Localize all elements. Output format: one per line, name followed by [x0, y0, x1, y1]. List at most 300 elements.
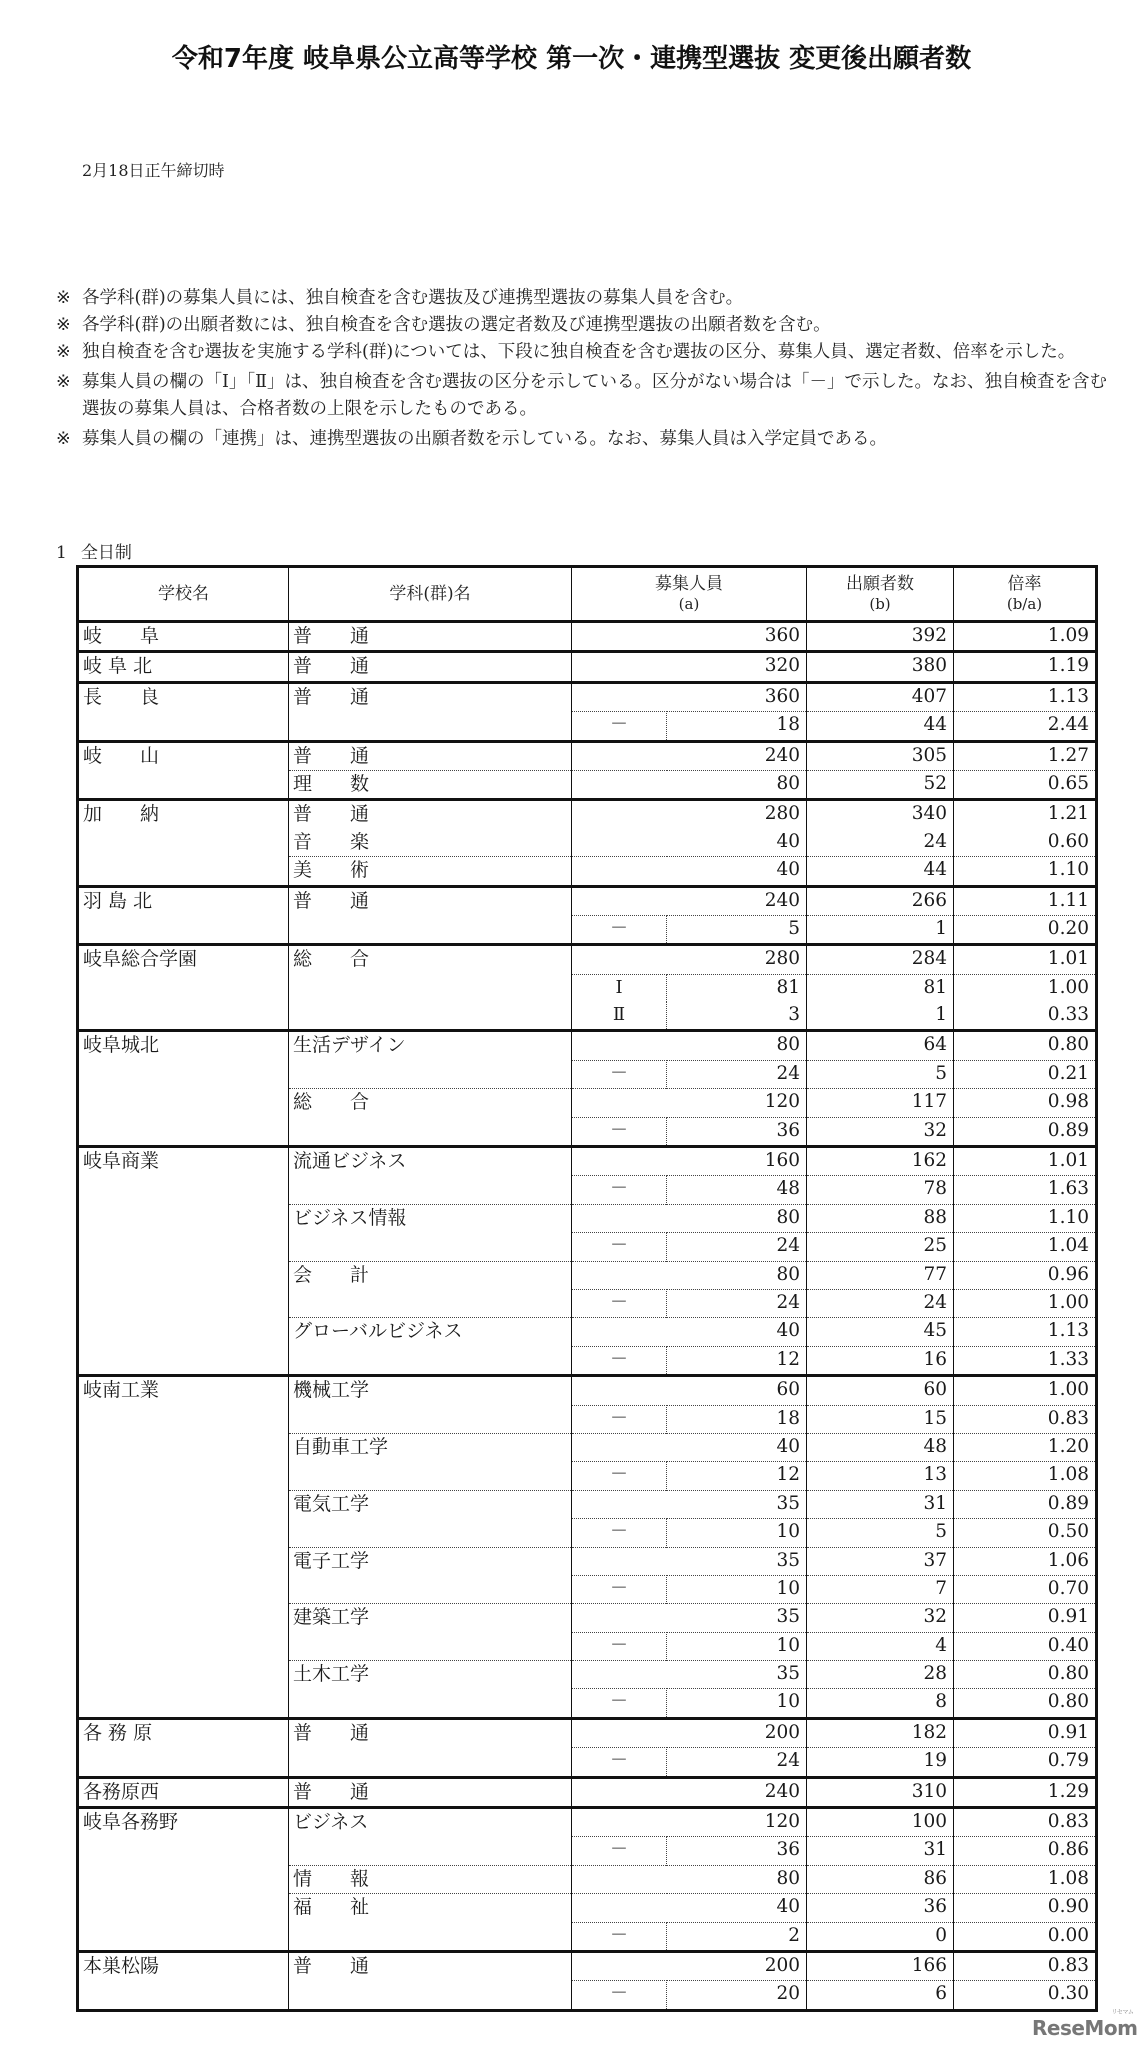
division-mark: －: [572, 1462, 667, 1490]
capacity-value: 240: [572, 741, 807, 770]
applicants-value: 162: [807, 1147, 954, 1176]
capacity-value: 24: [667, 1233, 807, 1261]
applicants-value: 4: [807, 1632, 954, 1660]
ratio-value: 1.08: [954, 1865, 1097, 1893]
note-text: 各学科(群)の募集人員には、独自検査を含む選抜及び連携型選抜の募集人員を含む。: [82, 288, 744, 308]
capacity-value: 80: [572, 1865, 807, 1893]
capacity-value: 240: [572, 1777, 807, 1807]
dept-name: [289, 1575, 572, 1603]
ratio-value: 1.09: [954, 622, 1097, 652]
division-mark: －: [572, 1117, 667, 1146]
dept-name: 普 通: [289, 1777, 572, 1807]
capacity-value: 40: [572, 829, 807, 857]
dept-name: 普 通: [289, 622, 572, 652]
table-row: [78, 682, 1097, 711]
table-row: [78, 886, 1097, 915]
division-mark: －: [572, 915, 667, 944]
division-mark: －: [572, 1632, 667, 1660]
table-row: [78, 1922, 1097, 1951]
dept-name: 建築工学: [289, 1604, 572, 1632]
ratio-value: 1.00: [954, 974, 1097, 1002]
capacity-value: 160: [572, 1147, 807, 1176]
applicants-value: 44: [807, 712, 954, 741]
ratio-value: 0.91: [954, 1604, 1097, 1632]
capacity-value: 18: [667, 712, 807, 741]
school-name: [78, 1865, 289, 1893]
school-name: [78, 1433, 289, 1461]
table-row: [78, 1981, 1097, 2010]
table-row: [78, 1865, 1097, 1893]
capacity-value: 81: [667, 974, 807, 1002]
capacity-value: 5: [667, 915, 807, 944]
applicants-value: 31: [807, 1490, 954, 1518]
dept-name: 情 報: [289, 1865, 572, 1893]
dept-name: [289, 1117, 572, 1146]
ratio-value: 1.19: [954, 652, 1097, 682]
dept-name: [289, 1922, 572, 1951]
resemom-logo: リセマム ReseMom: [1032, 2009, 1138, 2040]
capacity-value: 48: [667, 1176, 807, 1204]
applicants-value: 78: [807, 1176, 954, 1204]
applicants-value: 284: [807, 945, 954, 974]
dept-name: [289, 1176, 572, 1204]
ratio-value: 0.80: [954, 1031, 1097, 1060]
applicants-value: 266: [807, 886, 954, 915]
applicants-value: 77: [807, 1261, 954, 1289]
dept-name: 機械工学: [289, 1376, 572, 1405]
ratio-value: 0.89: [954, 1490, 1097, 1518]
reference-mark-icon: ※: [56, 342, 71, 362]
division-mark: －: [572, 712, 667, 741]
school-name: [78, 1261, 289, 1289]
ratio-value: 0.33: [954, 1002, 1097, 1031]
applicants-value: 37: [807, 1547, 954, 1575]
applicants-value: 15: [807, 1405, 954, 1433]
table-row: [78, 1346, 1097, 1375]
ratio-value: 0.79: [954, 1748, 1097, 1777]
ratio-value: 1.13: [954, 682, 1097, 711]
division-mark: Ⅱ: [572, 1002, 667, 1031]
capacity-value: 240: [572, 886, 807, 915]
section-number: 1: [56, 543, 67, 563]
school-name: [78, 1462, 289, 1490]
capacity-value: 10: [667, 1575, 807, 1603]
capacity-value: 24: [667, 1748, 807, 1777]
ratio-value: 0.91: [954, 1718, 1097, 1747]
applicants-value: 380: [807, 652, 954, 682]
applicants-value: 392: [807, 622, 954, 652]
capacity-value: 120: [572, 1089, 807, 1117]
division-mark: －: [572, 1346, 667, 1375]
capacity-value: 35: [572, 1604, 807, 1632]
capacity-value: 320: [572, 652, 807, 682]
ratio-value: 0.50: [954, 1519, 1097, 1547]
dept-name: [289, 1632, 572, 1660]
table-row: [78, 829, 1097, 857]
school-name: [78, 1837, 289, 1865]
applicants-value: 28: [807, 1661, 954, 1689]
dept-name: 電子工学: [289, 1547, 572, 1575]
capacity-value: 200: [572, 1951, 807, 1980]
ratio-value: 1.29: [954, 1777, 1097, 1807]
applicants-value: 45: [807, 1318, 954, 1346]
applicants-value: 407: [807, 682, 954, 711]
applicants-value: 81: [807, 974, 954, 1002]
ratio-value: 1.10: [954, 1204, 1097, 1232]
applicants-value: 117: [807, 1089, 954, 1117]
school-name: [78, 1748, 289, 1777]
ratio-value: 1.00: [954, 1289, 1097, 1317]
note-text: 募集人員の欄の「Ⅰ」「Ⅱ」は、独自検査を含む選抜の区分を示している。区分がない場合は「－」で示した。なお、独自検査を含む選抜の募集人員は、合格者数の上限を示したものである。: [82, 372, 1108, 419]
table-row: [78, 1176, 1097, 1204]
dept-name: 普 通: [289, 741, 572, 770]
table-row: [78, 1433, 1097, 1461]
capacity-value: 120: [572, 1808, 807, 1837]
school-name: [78, 1346, 289, 1375]
table-row: [78, 1376, 1097, 1405]
ratio-value: 0.60: [954, 829, 1097, 857]
table-row: [78, 1689, 1097, 1718]
ratio-value: 2.44: [954, 712, 1097, 741]
applicants-table: [76, 565, 1098, 2012]
header-school: 学校名: [78, 567, 289, 622]
school-name: [78, 1233, 289, 1261]
capacity-value: 360: [572, 682, 807, 711]
capacity-value: 40: [572, 1894, 807, 1922]
school-name: [78, 1289, 289, 1317]
note-item: [56, 426, 1116, 453]
dept-name: [289, 1981, 572, 2010]
ratio-value: 1.06: [954, 1547, 1097, 1575]
table-row: [78, 1147, 1097, 1176]
table-row: [78, 770, 1097, 799]
dept-name: [289, 1233, 572, 1261]
division-mark: －: [572, 1233, 667, 1261]
school-name: [78, 1981, 289, 2010]
dept-name: 理 数: [289, 770, 572, 799]
dept-name: 普 通: [289, 682, 572, 711]
ratio-value: 0.21: [954, 1060, 1097, 1088]
capacity-value: 36: [667, 1837, 807, 1865]
table-row: [78, 1604, 1097, 1632]
school-name: 本巣松陽: [78, 1951, 289, 1980]
applicants-value: 7: [807, 1575, 954, 1603]
table-row: [78, 800, 1097, 829]
ratio-value: 1.27: [954, 741, 1097, 770]
capacity-value: 3: [667, 1002, 807, 1031]
table-row: [78, 1089, 1097, 1117]
school-name: [78, 857, 289, 886]
table-row: [78, 857, 1097, 886]
header-applicants: 出願者数 (b): [807, 567, 954, 622]
applicants-value: 310: [807, 1777, 954, 1807]
dept-name: 総 合: [289, 1089, 572, 1117]
dept-name: 生活デザイン: [289, 1031, 572, 1060]
division-mark: －: [572, 1289, 667, 1317]
applicants-value: 64: [807, 1031, 954, 1060]
dept-name: 流通ビジネス: [289, 1147, 572, 1176]
note-item: [56, 339, 1116, 366]
school-name: [78, 1604, 289, 1632]
capacity-value: 80: [572, 1031, 807, 1060]
page-title: 令和7年度 岐阜県公立高等学校 第一次・連携型選抜 変更後出願者数: [171, 44, 972, 74]
table-row: [78, 1661, 1097, 1689]
table-row: [78, 1060, 1097, 1088]
division-mark: －: [572, 1519, 667, 1547]
ratio-value: 0.20: [954, 915, 1097, 944]
capacity-value: 20: [667, 1981, 807, 2010]
table-row: [78, 945, 1097, 974]
ratio-value: 0.30: [954, 1981, 1097, 2010]
dept-name: 普 通: [289, 1951, 572, 1980]
school-name: [78, 1002, 289, 1031]
ratio-value: 1.11: [954, 886, 1097, 915]
section-label: 全日制: [80, 543, 132, 563]
table-row: [78, 1951, 1097, 1980]
dept-name: 自動車工学: [289, 1433, 572, 1461]
division-mark: －: [572, 1060, 667, 1088]
school-name: [78, 1318, 289, 1346]
school-name: 岐阜城北: [78, 1031, 289, 1060]
ratio-value: 1.63: [954, 1176, 1097, 1204]
school-name: [78, 1632, 289, 1660]
table-row: [78, 974, 1097, 1002]
table-row: [78, 1405, 1097, 1433]
capacity-value: 40: [572, 1433, 807, 1461]
reference-mark-icon: ※: [56, 288, 71, 308]
school-name: [78, 712, 289, 741]
capacity-value: 35: [572, 1547, 807, 1575]
ratio-value: 1.01: [954, 1147, 1097, 1176]
applicants-value: 6: [807, 1981, 954, 2010]
applicants-value: 5: [807, 1060, 954, 1088]
school-name: 加 納: [78, 800, 289, 829]
applicants-value: 100: [807, 1808, 954, 1837]
dept-name: 普 通: [289, 1718, 572, 1747]
applicants-value: 52: [807, 770, 954, 799]
note-text: 各学科(群)の出願者数には、独自検査を含む選抜の選定者数及び連携型選抜の出願者数を含む。: [82, 315, 831, 335]
ratio-value: 0.98: [954, 1089, 1097, 1117]
table-row: [78, 915, 1097, 944]
applicants-value: 16: [807, 1346, 954, 1375]
dept-name: 土木工学: [289, 1661, 572, 1689]
ratio-value: 1.20: [954, 1433, 1097, 1461]
table-row: [78, 1490, 1097, 1518]
applicants-value: 24: [807, 829, 954, 857]
deadline-note: 2月18日正午締切時: [82, 161, 225, 180]
applicants-value: 25: [807, 1233, 954, 1261]
school-name: [78, 1689, 289, 1718]
school-name: 岐 阜 北: [78, 652, 289, 682]
ratio-value: 1.01: [954, 945, 1097, 974]
table-row: [78, 652, 1097, 682]
division-mark: －: [572, 1176, 667, 1204]
school-name: [78, 974, 289, 1002]
dept-name: 普 通: [289, 886, 572, 915]
school-name: 岐阜総合学園: [78, 945, 289, 974]
dept-name: [289, 1002, 572, 1031]
dept-name: [289, 1346, 572, 1375]
table-row: [78, 1718, 1097, 1747]
dept-name: 総 合: [289, 945, 572, 974]
capacity-value: 35: [572, 1490, 807, 1518]
school-name: [78, 1894, 289, 1922]
ratio-value: 1.04: [954, 1233, 1097, 1261]
applicants-value: 86: [807, 1865, 954, 1893]
header-dept: 学科(群)名: [289, 567, 572, 622]
dept-name: 会 計: [289, 1261, 572, 1289]
school-name: 各務原西: [78, 1777, 289, 1807]
ratio-value: 0.89: [954, 1117, 1097, 1146]
header-capacity: 募集人員 (a): [572, 567, 807, 622]
applicants-value: 1: [807, 915, 954, 944]
section-heading: [56, 538, 146, 563]
school-name: [78, 1405, 289, 1433]
applicants-value: 36: [807, 1894, 954, 1922]
table-row: [78, 1002, 1097, 1031]
applicants-value: 166: [807, 1951, 954, 1980]
division-mark: －: [572, 1575, 667, 1603]
ratio-value: 1.10: [954, 857, 1097, 886]
table-header-row: [78, 567, 1097, 622]
ratio-value: 0.83: [954, 1405, 1097, 1433]
dept-name: [289, 1060, 572, 1088]
capacity-value: 80: [572, 1204, 807, 1232]
capacity-value: 35: [572, 1661, 807, 1689]
ratio-value: 0.70: [954, 1575, 1097, 1603]
ratio-value: 0.80: [954, 1661, 1097, 1689]
table-row: [78, 712, 1097, 741]
school-name: [78, 829, 289, 857]
ratio-value: 1.13: [954, 1318, 1097, 1346]
capacity-value: 36: [667, 1117, 807, 1146]
dept-name: [289, 915, 572, 944]
table-row: [78, 1318, 1097, 1346]
school-name: [78, 1490, 289, 1518]
dept-name: 普 通: [289, 652, 572, 682]
capacity-value: 18: [667, 1405, 807, 1433]
capacity-value: 24: [667, 1289, 807, 1317]
school-name: [78, 1547, 289, 1575]
ratio-value: 0.83: [954, 1808, 1097, 1837]
division-mark: －: [572, 1837, 667, 1865]
table-row: [78, 1031, 1097, 1060]
applicants-value: 182: [807, 1718, 954, 1747]
capacity-value: 40: [572, 1318, 807, 1346]
dept-name: ビジネス情報: [289, 1204, 572, 1232]
school-name: [78, 1060, 289, 1088]
division-mark: －: [572, 1981, 667, 2010]
reference-mark-icon: ※: [56, 315, 71, 335]
table-row: [78, 1777, 1097, 1807]
dept-name: [289, 712, 572, 741]
applicants-value: 305: [807, 741, 954, 770]
ratio-value: 0.90: [954, 1894, 1097, 1922]
dept-name: 美 術: [289, 857, 572, 886]
school-name: [78, 1117, 289, 1146]
applicants-value: 19: [807, 1748, 954, 1777]
note-item: [56, 312, 1116, 339]
division-mark: －: [572, 1922, 667, 1951]
school-name: 岐阜各務野: [78, 1808, 289, 1837]
table-row: [78, 1289, 1097, 1317]
dept-name: [289, 1289, 572, 1317]
applicants-value: 5: [807, 1519, 954, 1547]
capacity-value: 80: [572, 1261, 807, 1289]
dept-name: [289, 1748, 572, 1777]
ratio-value: 0.96: [954, 1261, 1097, 1289]
table-row: [78, 1261, 1097, 1289]
capacity-value: 12: [667, 1346, 807, 1375]
dept-name: ビジネス: [289, 1808, 572, 1837]
dept-name: グローバルビジネス: [289, 1318, 572, 1346]
dept-name: [289, 1462, 572, 1490]
table-row: [78, 1575, 1097, 1603]
capacity-value: 360: [572, 622, 807, 652]
dept-name: 電気工学: [289, 1490, 572, 1518]
applicants-value: 340: [807, 800, 954, 829]
table-row: [78, 1204, 1097, 1232]
dept-name: [289, 1689, 572, 1718]
ratio-value: 0.65: [954, 770, 1097, 799]
table-row: [78, 1117, 1097, 1146]
note-item: [56, 285, 1116, 312]
school-name: 岐 山: [78, 741, 289, 770]
division-mark: －: [572, 1748, 667, 1777]
school-name: [78, 1204, 289, 1232]
applicants-value: 24: [807, 1289, 954, 1317]
dept-name: 音 楽: [289, 829, 572, 857]
note-text: 独自検査を含む選抜を実施する学科(群)については、下段に独自検査を含む選抜の区分、募集人員、選定者数、倍率を示した。: [82, 342, 1076, 362]
table-row: [78, 1808, 1097, 1837]
table-row: [78, 1748, 1097, 1777]
table-row: [78, 622, 1097, 652]
table-row: [78, 1519, 1097, 1547]
reference-mark-icon: ※: [56, 372, 71, 392]
dept-name: [289, 1519, 572, 1547]
applicants-value: 13: [807, 1462, 954, 1490]
table-row: [78, 741, 1097, 770]
note-item: [56, 369, 1116, 423]
header-ratio: 倍率 (b/a): [954, 567, 1097, 622]
ratio-value: 0.00: [954, 1922, 1097, 1951]
ratio-value: 0.86: [954, 1837, 1097, 1865]
school-name: [78, 770, 289, 799]
school-name: [78, 1519, 289, 1547]
dept-name: [289, 1837, 572, 1865]
school-name: 長 良: [78, 682, 289, 711]
table-row: [78, 1547, 1097, 1575]
school-name: 岐南工業: [78, 1376, 289, 1405]
school-name: 岐阜商業: [78, 1147, 289, 1176]
capacity-value: 200: [572, 1718, 807, 1747]
applicants-value: 1: [807, 1002, 954, 1031]
ratio-value: 0.40: [954, 1632, 1097, 1660]
applicants-value: 32: [807, 1117, 954, 1146]
school-name: 羽 島 北: [78, 886, 289, 915]
capacity-value: 12: [667, 1462, 807, 1490]
applicants-value: 88: [807, 1204, 954, 1232]
school-name: [78, 1922, 289, 1951]
capacity-value: 10: [667, 1632, 807, 1660]
table-row: [78, 1233, 1097, 1261]
table-row: [78, 1462, 1097, 1490]
capacity-value: 80: [572, 770, 807, 799]
school-name: [78, 1176, 289, 1204]
capacity-value: 2: [667, 1922, 807, 1951]
capacity-value: 10: [667, 1689, 807, 1718]
dept-name: 普 通: [289, 800, 572, 829]
